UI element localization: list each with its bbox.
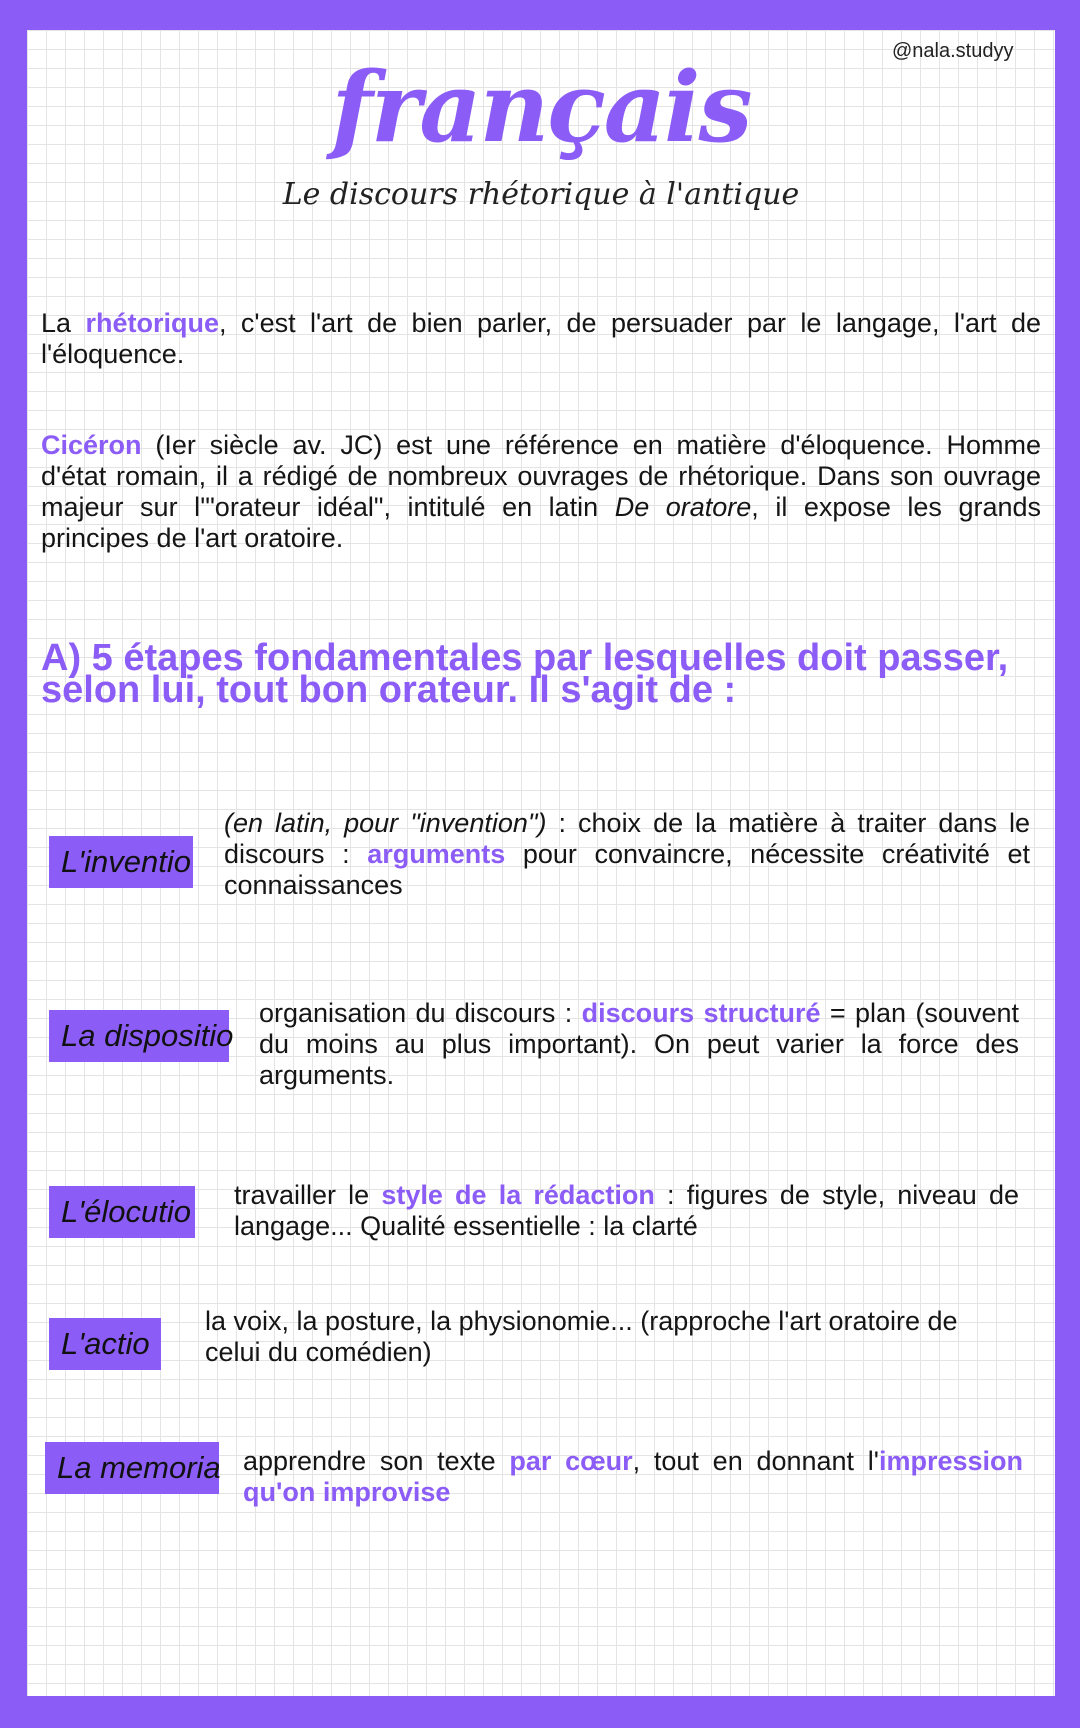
section-heading: A) 5 étapes fondamentales par lesquelles doit passer, selon lui, tout bon orateur. Il s'agit de : [41, 637, 1009, 711]
ciceron-text-1: (Ier siècle av. JC) est une référence en matière d'éloquence. Homme d'état romain, il a rédigé de nombreux ouvrages de rhétorique. Dans son ouvrage majeur sur l'"orateur idéal", intitulé en latin [41, 430, 1041, 522]
ciceron-work: De oratore [614, 492, 752, 522]
step-desc-part: : choix de la matière à traiter dans le discours : [224, 808, 1030, 869]
author-handle: @nala.studyy [892, 40, 1014, 62]
intro-pre: La [41, 308, 86, 338]
step-label-inventio: L'inventio [49, 836, 193, 888]
step-label-elocutio: L'élocutio [49, 1186, 195, 1238]
note-sheet [27, 30, 1055, 1696]
step-desc-part: par cœur [509, 1446, 633, 1476]
page-title: français [331, 51, 751, 164]
step-desc-part: la voix, la posture, la physionomie... (rapproche l'art oratoire de celui du comédien) [205, 1306, 958, 1367]
step-desc-inventio [224, 808, 1030, 901]
step-desc-part: apprendre son texte [243, 1446, 510, 1476]
step-desc-part: travailler le [234, 1180, 382, 1210]
step-desc-part: impression qu'on improvise [243, 1446, 1023, 1507]
step-label-actio: L'actio [49, 1318, 161, 1370]
ciceron-text-2: , il expose les grands principes de l'art oratoire. [41, 492, 1042, 553]
intro-post: , c'est l'art de bien parler, de persuader par le langage, l'art de l'éloquence. [41, 308, 1041, 369]
step-desc-part: : figures de style, niveau de langage... Qualité essentielle : la clarté [234, 1180, 1019, 1241]
intro-paragraph [41, 308, 1041, 370]
step-desc-part: organisation du discours : [259, 998, 582, 1028]
step-desc-part: arguments [367, 839, 506, 869]
step-desc-memoria [243, 1446, 1023, 1508]
step-desc-part: (en latin, pour "invention") [224, 808, 547, 838]
step-desc-part: pour convaincre, nécessite créativité et connaissances [224, 839, 1030, 900]
ciceron-name: Cicéron [41, 430, 142, 460]
page-subtitle: Le discours rhétorique à l'antique [282, 177, 800, 212]
step-label-dispositio: La dispositio [49, 1010, 229, 1062]
step-desc-elocutio [234, 1180, 1019, 1242]
intro-term: rhétorique [85, 308, 219, 338]
step-label-memoria: La memoria [45, 1442, 219, 1494]
ciceron-paragraph [41, 430, 1041, 554]
step-desc-part: discours structuré [581, 998, 821, 1028]
step-desc-part: , tout en donnant l' [632, 1446, 879, 1476]
step-desc-part: = plan (souvent du moins au plus important). On peut varier la force des arguments. [259, 998, 1019, 1090]
step-desc-dispositio [259, 998, 1019, 1091]
step-desc-part: style de la rédaction [381, 1180, 655, 1210]
step-desc-actio [205, 1306, 995, 1368]
